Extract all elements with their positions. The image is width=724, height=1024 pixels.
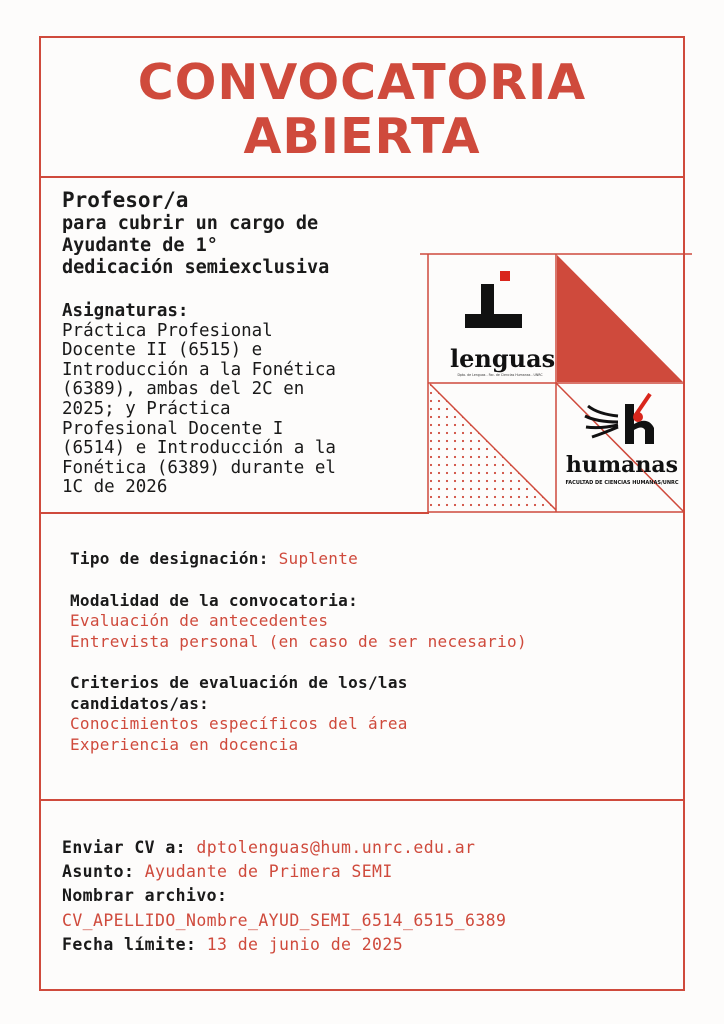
asunto-value: Ayudante de Primera SEMI — [144, 862, 393, 882]
position-line-3: Ayudante de 1° — [62, 235, 218, 256]
subject-line: 1C de 2026 — [62, 477, 168, 498]
humanas-logo-caption: FACULTAD DE CIENCIAS HUMANAS/UNRC — [565, 480, 679, 486]
tipo-label: Tipo de designación: — [70, 549, 269, 568]
humanas-logo-name: humanas — [565, 452, 679, 478]
modalidad-label: Modalidad de la convocatoria: — [70, 590, 359, 610]
position-line-4: dedicación semiexclusiva — [62, 257, 330, 278]
subject-line: Práctica Profesional — [62, 320, 273, 341]
lenguas-logo-caption: Dpto. de Lenguas - Fac. de Ciencias Humanas - UNRC — [457, 373, 543, 377]
cv-label: Enviar CV a: — [62, 838, 187, 857]
lenguas-logo-mark — [465, 271, 522, 328]
position-line-2: para cubrir un cargo de — [62, 213, 319, 234]
position-role: Profesor/a — [62, 188, 189, 212]
tipo-value: Suplente — [278, 549, 359, 568]
modalidad-item: Entrevista personal (en caso de ser necesario) — [70, 631, 527, 651]
archivo-value: CV_APELLIDO_Nombre_AYUD_SEMI_6514_6515_6389 — [62, 910, 507, 930]
modalidad-item: Evaluación de antecedentes — [70, 611, 329, 630]
divider-title — [39, 176, 685, 178]
criterios-item: Experiencia en docencia — [70, 734, 299, 754]
details-block — [70, 549, 527, 755]
title-line-2: ABIERTA — [243, 108, 481, 165]
criterios-label-2: candidatos/as: — [70, 693, 210, 713]
archivo-label: Nombrar archivo: — [62, 886, 228, 906]
subject-line: (6389), ambas del 2C en — [62, 379, 305, 400]
red-triangle-shape — [557, 255, 683, 382]
humanas-logo-mark — [585, 394, 654, 444]
criterios-label-1: Criterios de evaluación de los/las — [70, 673, 408, 692]
divider-contact — [39, 799, 685, 801]
cv-email: dptolenguas@hum.unrc.edu.ar — [196, 838, 476, 857]
lenguas-logo-name: lenguas — [450, 344, 556, 373]
subject-line: Docente II (6515) e — [62, 340, 263, 361]
subject-line: 2025; y Práctica — [62, 398, 231, 419]
criterios-item: Conocimientos específicos del área — [70, 714, 408, 733]
fecha-value: 13 de junio de 2025 — [206, 934, 404, 954]
contact-block — [62, 836, 506, 957]
subjects-label: Asignaturas: — [62, 301, 189, 321]
position-block — [62, 187, 329, 279]
subjects-block — [62, 302, 336, 498]
subject-line: Fonética (6389) durante el — [62, 457, 336, 478]
subject-line: Introducción a la Fonética — [62, 359, 336, 380]
subject-line: Profesional Docente I — [62, 418, 284, 439]
title-line-1: CONVOCATORIA — [137, 54, 587, 111]
asunto-label: Asunto: — [62, 862, 135, 882]
divider-subjects — [39, 512, 429, 514]
subject-line: (6514) e Introducción a la — [62, 438, 336, 459]
fecha-label: Fecha límite: — [62, 934, 197, 954]
